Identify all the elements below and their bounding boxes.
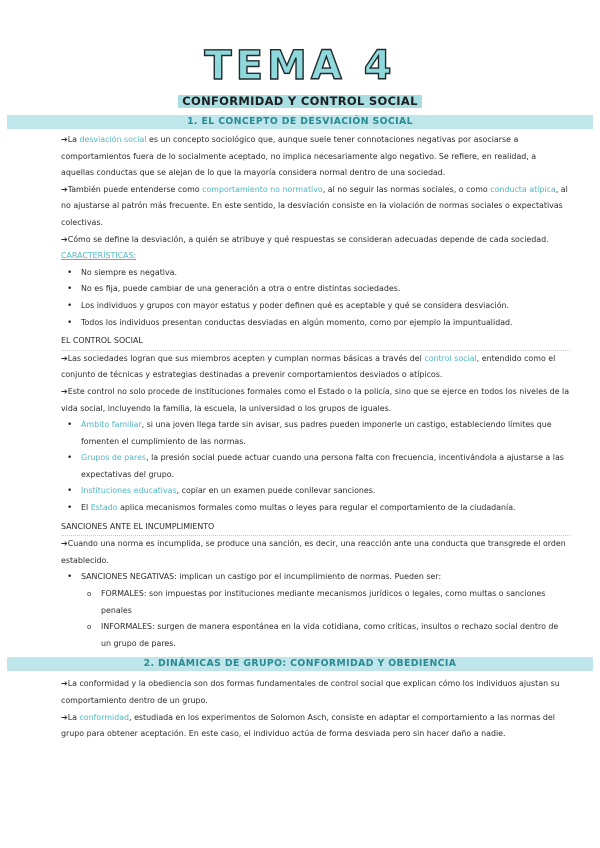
list-item: o FORMALES: son impuestas por instituciones mediante mecanismos jurídicos o legales, como multas o sanciones penales <box>61 586 570 619</box>
arrow-right-icon: ➔ <box>61 712 68 722</box>
list-item: o INFORMALES: surgen de manera espontánea en la vida cotidiana, como críticas, insultos o rechazo social dentro de un grupo de pares. <box>61 619 570 652</box>
section-heading-2: 2. DINÁMICAS DE GRUPO: CONFORMIDAD Y OBEDIENCIA <box>143 658 457 670</box>
arrow-right-icon: ➔ <box>61 135 68 144</box>
section-1-content <box>0 132 600 652</box>
arrow-right-icon: ➔ <box>61 184 68 194</box>
arrow-right-icon: ➔ <box>61 539 68 549</box>
control-list <box>61 417 570 517</box>
arrow-right-icon: ➔ <box>61 679 68 689</box>
paragraph: ➔La conformidad, estudiada en los experimentos de Solomon Asch, consiste en adaptar el comportamiento a las normas del grupo para obtener aceptación. En este caso, el individuo actúa de forma desviada pero sin hacer daño a nadie. <box>61 712 555 739</box>
page-title: TEMA 4 <box>204 43 396 89</box>
page-subtitle: CONFORMIDAD Y CONTROL SOCIAL <box>178 95 421 108</box>
arrow-right-icon: ➔ <box>61 234 68 244</box>
header <box>0 0 600 109</box>
control-social-heading: EL CONTROL SOCIAL <box>61 333 570 351</box>
section-heading-1: 1. EL CONCEPTO DE DESVIACIÓN SOCIAL <box>187 116 413 127</box>
section-band-1 <box>7 115 593 129</box>
characteristics-list <box>61 265 570 331</box>
paragraph: ➔Este control no solo procede de instituciones formales como el Estado o la policía, sino que se ejerce en todos los niveles de la vida social, incluyendo la familia, la escuela, la universidad o los grupos de iguales. <box>61 386 570 413</box>
list-item: • El Estado aplica mecanismos formales como multas o leyes para regular el comportamiento de la ciudadanía. <box>61 500 570 517</box>
list-item: • Grupos de pares, la presión social puede actuar cuando una persona falta con frecuencia, incentivándola a ajustarse a las expectativas del grupo. <box>61 450 570 483</box>
paragraph: ➔La conformidad y la obediencia son dos formas fundamentales de control social que explican cómo los individuos ajustan su comportamiento dentro de un grupo. <box>61 679 560 705</box>
paragraph: ➔Cómo se define la desviación, a quién se atribuye y qué respuestas se consideran adecuadas depende de cada sociedad. <box>61 234 549 244</box>
paragraph: ➔También puede entenderse como comportamiento no normativo, al no seguir las normas sociales, o como conducta atípica, al no ajustarse al patrón más frecuente. En este sentido, la desviación consiste en la violación de normas sociales o expectativas colectivas. <box>61 184 568 227</box>
sanciones-list <box>61 569 570 652</box>
arrow-right-icon: ➔ <box>61 353 68 363</box>
arrow-right-icon: ➔ <box>61 386 68 396</box>
list-item: • SANCIONES NEGATIVAS: implican un castigo por el incumplimiento de normas. Pueden ser: <box>61 569 570 586</box>
list-item: • Todos los individuos presentan conductas desviadas en algún momento, como por ejemplo la impuntualidad. <box>61 315 570 332</box>
section-2-content <box>0 676 600 742</box>
paragraph: ➔Cuando una norma es incumplida, se produce una sanción, es decir, una reacción ante una conducta que transgrede el orden establecido. <box>61 539 566 565</box>
list-item: • No siempre es negativa. <box>61 265 570 282</box>
section-band-2 <box>7 657 593 671</box>
list-item: • Los individuos y grupos con mayor estatus y poder definen qué es aceptable y qué se considera desviación. <box>61 298 570 315</box>
paragraph: ➔Las sociedades logran que sus miembros acepten y cumplan normas básicas a través del control social, entendido como el conjunto de técnicas y estrategias destinadas a prevenir comportamientos desviados o atípicos. <box>61 353 556 380</box>
list-item: • Ámbito familiar, si una joven llega tarde sin avisar, sus padres pueden imponerle un castigo, estableciendo límites que fomenten el cumplimiento de las normas. <box>61 417 570 450</box>
characteristics-label: CARACTERÍSTICAS: <box>61 251 137 261</box>
list-item: • Instituciones educativas, copiar en un examen puede conllevar sanciones. <box>61 483 570 500</box>
list-item: • No es fija, puede cambiar de una generación a otra o entre distintas sociedades. <box>61 281 570 298</box>
paragraph: ➔La desviación social es un concepto sociológico que, aunque suele tener connotaciones negativas por asociarse a comportamientos fuera de lo socialmente aceptado, no implica necesariamente algo negativo. Se refiere, en realidad, a aquellas conductas que se alejan de lo que la mayoría considera normal dentro de una sociedad. <box>61 135 537 178</box>
sanciones-heading: SANCIONES ANTE EL INCUMPLIMIENTO <box>61 519 570 537</box>
